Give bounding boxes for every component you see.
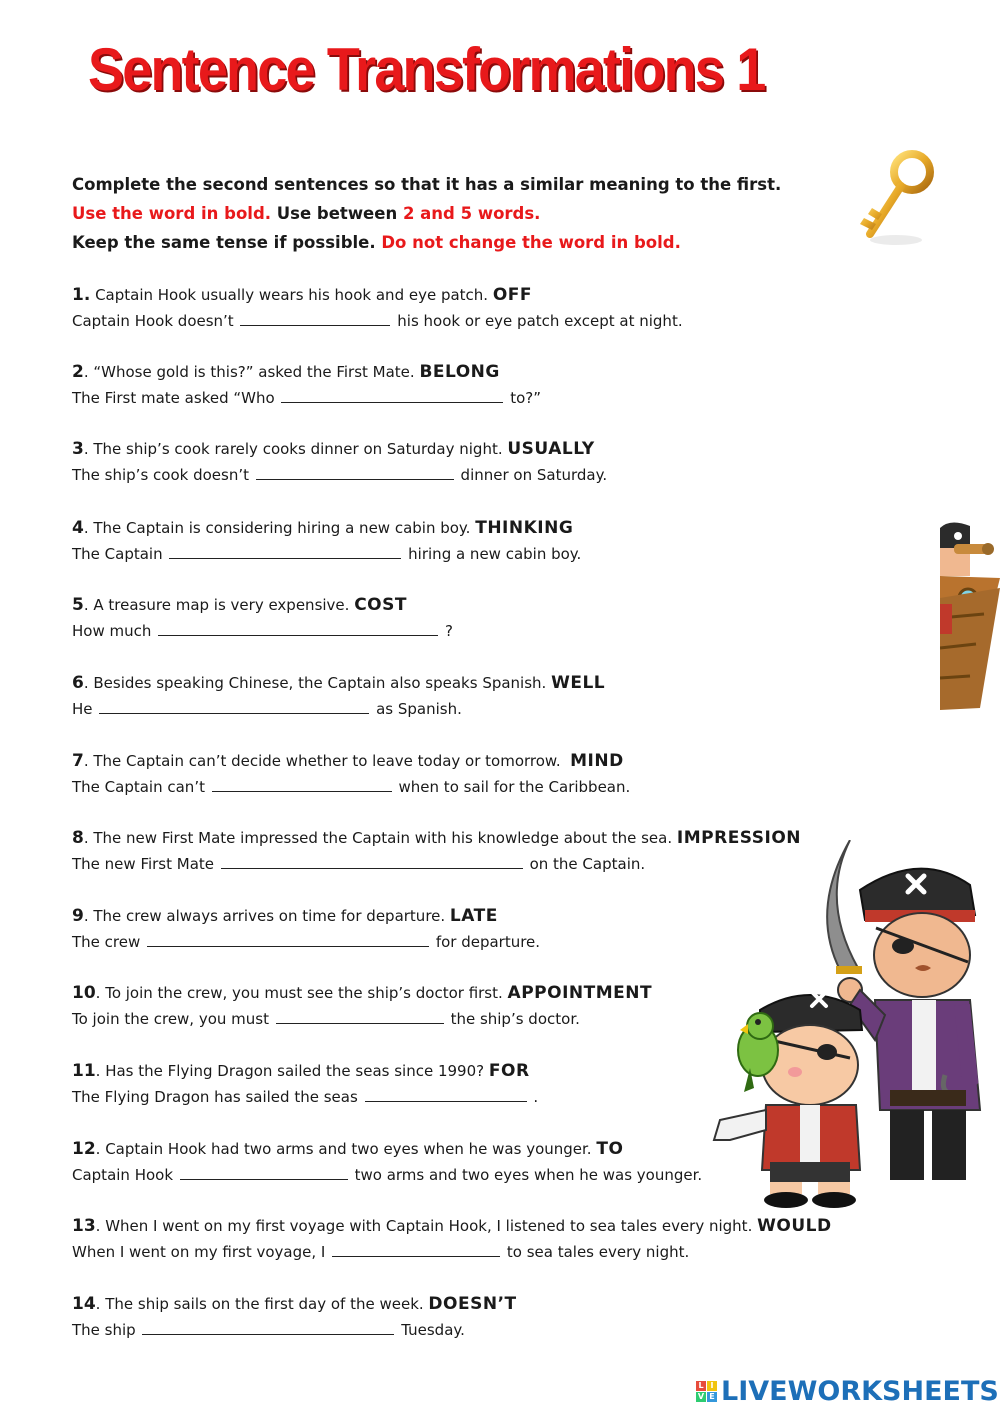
- exercise-number: 1.: [72, 285, 91, 305]
- exercise-number: 3: [72, 439, 84, 459]
- keyword: APPOINTMENT: [507, 983, 653, 1003]
- exercise-transformed-sentence: [72, 696, 952, 722]
- sentence-end: as Spanish.: [376, 700, 462, 718]
- original-sentence-text: Captain Hook usually wears his hook and eye patch.: [90, 286, 493, 304]
- liveworksheets-logo-icon: L I V E: [696, 1381, 717, 1402]
- keyword: BELONG: [419, 362, 500, 382]
- exercise-transformed-sentence: [72, 1239, 952, 1265]
- keyword: DOESN’T: [428, 1294, 517, 1314]
- exercise-original-sentence: [72, 359, 952, 385]
- answer-blank[interactable]: [212, 777, 392, 792]
- exercise-number: 4: [72, 518, 84, 538]
- sentence-start: Captain Hook doesn’t: [72, 312, 234, 330]
- exercise-transformed-sentence: [72, 618, 952, 644]
- sentence-end: .: [533, 1088, 539, 1106]
- exercise-number: 11: [72, 1061, 96, 1081]
- exercise-item: [72, 515, 952, 567]
- answer-blank[interactable]: [221, 854, 523, 869]
- sentence-start: When I went on my first voyage, I: [72, 1243, 326, 1261]
- sentence-end: hiring a new cabin boy.: [408, 545, 582, 563]
- sentence-end: the ship’s doctor.: [450, 1010, 580, 1028]
- keyword: THINKING: [475, 518, 574, 538]
- exercise-transformed-sentence: [72, 774, 952, 800]
- exercise-number: 6: [72, 673, 84, 693]
- sentence-start: The new First Mate: [72, 855, 215, 873]
- exercise-original-sentence: [72, 592, 952, 618]
- exercise-item: [72, 359, 952, 411]
- sentence-start: The Flying Dragon has sailed the seas: [72, 1088, 358, 1106]
- sentence-end: dinner on Saturday.: [460, 466, 608, 484]
- exercise-original-sentence: [72, 670, 952, 696]
- exercise-number: 13: [72, 1216, 96, 1236]
- sentence-end: for departure.: [435, 933, 541, 951]
- sentence-start: He: [72, 700, 93, 718]
- instruction-line-3: Keep the same tense if possible. Do not change the word in bold.: [72, 233, 681, 252]
- answer-blank[interactable]: [256, 465, 454, 480]
- answer-blank[interactable]: [332, 1242, 500, 1257]
- keyword: FOR: [488, 1061, 530, 1081]
- keyword: WOULD: [757, 1216, 832, 1236]
- sentence-end: to?”: [510, 389, 542, 407]
- brand-name: LIVEWORKSHEETS: [721, 1376, 999, 1407]
- original-sentence-text: . Captain Hook had two arms and two eyes when he was younger.: [95, 1140, 597, 1158]
- sentence-start: The ship’s cook doesn’t: [72, 466, 249, 484]
- key-icon: [856, 148, 940, 248]
- exercise-original-sentence: [72, 515, 952, 541]
- answer-blank[interactable]: [158, 621, 438, 636]
- original-sentence-text: . A treasure map is very expensive.: [83, 596, 355, 614]
- keyword: TO: [596, 1139, 624, 1159]
- original-sentence-text: . The new First Mate impressed the Captain with his knowledge about the sea.: [83, 829, 677, 847]
- keyword: OFF: [492, 285, 533, 305]
- exercise-item: [72, 1291, 952, 1343]
- original-sentence-text: . The Captain can’t decide whether to leave today or tomorrow.: [83, 752, 571, 770]
- keyword: MIND: [570, 751, 624, 771]
- sentence-end: on the Captain.: [529, 855, 646, 873]
- sentence-start: The Captain: [72, 545, 163, 563]
- exercise-number: 5: [72, 595, 84, 615]
- exercise-original-sentence: [72, 1291, 952, 1317]
- footer-logo: [696, 1376, 999, 1407]
- exercise-item: [72, 670, 952, 722]
- sentence-start: The Captain can’t: [72, 778, 205, 796]
- sentence-start: How much: [72, 622, 152, 640]
- pirate-lookout-illustration: [940, 518, 1000, 713]
- keyword: LATE: [449, 906, 498, 926]
- original-sentence-text: . Has the Flying Dragon sailed the seas since 1990?: [95, 1062, 489, 1080]
- exercise-number: 8: [72, 828, 84, 848]
- page-title: Sentence Transformations 1: [88, 36, 765, 103]
- answer-blank[interactable]: [147, 932, 429, 947]
- exercise-number: 7: [72, 751, 84, 771]
- original-sentence-text: . The Captain is considering hiring a new cabin boy.: [83, 519, 476, 537]
- answer-blank[interactable]: [365, 1087, 527, 1102]
- sentence-start: The First mate asked “Who: [72, 389, 275, 407]
- exercise-item: [72, 748, 952, 800]
- sentence-end: when to sail for the Caribbean.: [398, 778, 631, 796]
- exercise-number: 10: [72, 983, 96, 1003]
- original-sentence-text: . The ship sails on the first day of the week.: [95, 1295, 429, 1313]
- sentence-end: two arms and two eyes when he was younger.: [354, 1166, 703, 1184]
- original-sentence-text: . Besides speaking Chinese, the Captain also speaks Spanish.: [83, 674, 552, 692]
- exercise-transformed-sentence: [72, 462, 952, 488]
- exercise-item: [72, 436, 952, 488]
- exercise-item: [72, 592, 952, 644]
- sentence-start: To join the crew, you must: [72, 1010, 269, 1028]
- exercise-number: 9: [72, 906, 84, 926]
- instruction-line-1: Complete the second sentences so that it has a similar meaning to the first.: [72, 175, 782, 194]
- sentence-end: his hook or eye patch except at night.: [397, 312, 683, 330]
- sentence-end: ?: [444, 622, 453, 640]
- answer-blank[interactable]: [180, 1165, 348, 1180]
- sentence-start: Captain Hook: [72, 1166, 174, 1184]
- sentence-end: to sea tales every night.: [506, 1243, 690, 1261]
- exercise-transformed-sentence: [72, 308, 952, 334]
- exercise-transformed-sentence: [72, 385, 952, 411]
- exercise-item: [72, 1213, 952, 1265]
- original-sentence-text: . When I went on my first voyage with Captain Hook, I listened to sea tales every night.: [95, 1217, 758, 1235]
- keyword: WELL: [551, 673, 606, 693]
- original-sentence-text: . To join the crew, you must see the ship’s doctor first.: [95, 984, 508, 1002]
- answer-blank[interactable]: [276, 1009, 444, 1024]
- exercise-original-sentence: [72, 436, 952, 462]
- answer-blank[interactable]: [142, 1320, 394, 1335]
- instruction-line-2: Use the word in bold. Use between 2 and 5 words.: [72, 204, 541, 223]
- exercise-transformed-sentence: [72, 541, 952, 567]
- pirates-illustration: [700, 840, 1000, 1210]
- exercise-transformed-sentence: [72, 1317, 952, 1343]
- exercise-number: 12: [72, 1139, 96, 1159]
- original-sentence-text: . The ship’s cook rarely cooks dinner on Saturday night.: [83, 440, 508, 458]
- sentence-start: The crew: [72, 933, 141, 951]
- answer-blank[interactable]: [240, 311, 390, 326]
- sentence-end: Tuesday.: [401, 1321, 465, 1339]
- original-sentence-text: . “Whose gold is this?” asked the First Mate.: [83, 363, 420, 381]
- original-sentence-text: . The crew always arrives on time for departure.: [83, 907, 450, 925]
- exercise-number: 2: [72, 362, 84, 382]
- exercise-original-sentence: [72, 748, 952, 774]
- sentence-start: The ship: [72, 1321, 136, 1339]
- keyword: IMPRESSION: [676, 828, 802, 848]
- exercise-original-sentence: [72, 282, 952, 308]
- keyword: USUALLY: [507, 439, 595, 459]
- exercise-item: [72, 282, 952, 334]
- keyword: COST: [354, 595, 407, 615]
- instructions: [72, 170, 872, 257]
- answer-blank[interactable]: [281, 388, 503, 403]
- answer-blank[interactable]: [99, 699, 369, 714]
- exercise-original-sentence: [72, 1213, 952, 1239]
- answer-blank[interactable]: [169, 544, 401, 559]
- exercise-number: 14: [72, 1294, 96, 1314]
